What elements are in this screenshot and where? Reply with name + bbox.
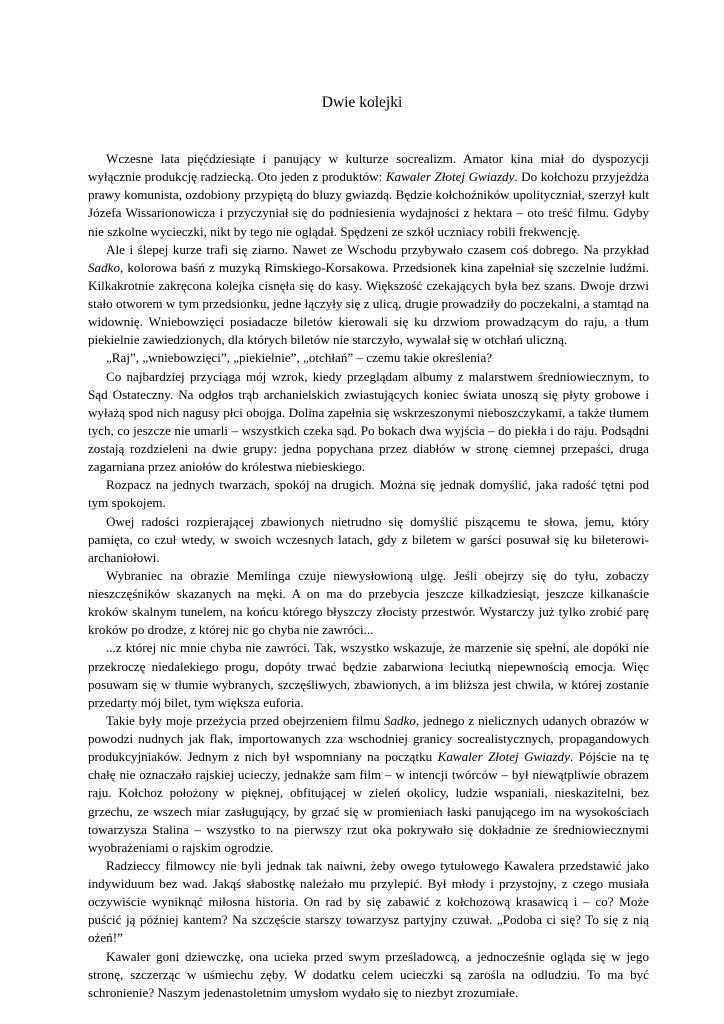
paragraph-text: Ale i ślepej kurze trafi się ziarno. Nawet ze Wschodu przybywało czasem coś dobrego. Na przykład	[106, 241, 649, 257]
italic-title-text: Kawaler Złotej Gwiazdy	[385, 169, 515, 185]
paragraph-text: „Raj”, „wniebowzięci”, „piekielnie”, „otchłań” – czemu takie określenia?	[106, 350, 493, 366]
italic-title-text: Kawaler Złotej Gwiazdy	[437, 749, 570, 765]
paragraph-text: . Do kołchozu przyjeżdża prawy komunista, ozdobiony przypiętą do bluzy gwiazdą. Będzie kołchoźników upolityczniał, szerzył kult Józefa Wissarionowicza i przyczyniał się do podniesienia wydajności z hektara – oto treść filmu. Gdyby nie szkolne wycieczki, nikt by tego nie oglądał. Spędzeni ze szkół uczniacy robili frekwencję.	[88, 169, 649, 239]
paragraph	[88, 150, 649, 241]
paragraph	[88, 241, 649, 350]
document-title: Dwie kolejki	[321, 94, 403, 111]
paragraph	[88, 639, 649, 712]
paragraph-text: Wczesne lata pięćdziesiąte i panujący w kulturze socrealizm. Amator kina miał do dyspozycji wyłącznie produkcję radziecką. Oto jeden z produktów:	[88, 151, 649, 185]
paragraph	[88, 857, 649, 948]
paragraph-text: Owej radości rozpierającej zbawionych nietrudno się domyślić piszącemu te słowa, jemu, który pamięta, co czuł wtedy, w swoich wczesnych latach, gdy z biletem w garści posuwał się ku bileterowi-archaniołowi.	[88, 513, 649, 565]
paragraph-text: Kawaler goni dziewczkę, ona ucieka przed swym prześladowcą, a jednocześnie ogląda się w jego stronę, szczerząc w uśmiechu zęby. W dodatku celem ucieczki są zarośla na odludziu. To ma być schronienie? Naszym jedenastoletnim umysłom wydało się to niezbyt zrozumiałe.	[88, 948, 649, 1000]
paragraph	[88, 567, 649, 640]
paragraph-text: , kolorowa baśń z muzyką Rimskiego-Korsakowa. Przedsionek kina zapełniał się szczelnie ludźmi. Kilkakrotnie zakręcona kolejka cisnęła się do kasy. Większość czekających była bez szans. Dwoje drzwi stało otworem w tym przedsionku, jedne łączyły się z ulicą, drugie prowadziły do poczekalni, a stamtąd na widownię. Wniebowzięci posiadacze biletów kierowali się ku drzwiom prowadzącym do raju, a tłum piekielnie zawiedzionych, dla których biletów nie starczyło, wywalał się w otchłań uliczną.	[88, 259, 649, 348]
paragraph	[88, 476, 649, 512]
paragraph-text: Wybraniec na obrazie Memlinga czuje niewysłowioną ulgę. Jeśli obejrzy się do tyłu, zobaczy nieszczęśników skazanych na męki. A on ma do przebycia jeszcze kilkadziesiąt, jeszcze kilkanaście kroków skalnym tunelem, na końcu którego błyszczy złocisty przestwór. Wystarczy już tylko zrobić parę kroków po drodze, z której nic go chyba nie zawróci...	[88, 567, 649, 638]
paragraph-text: , jednego z nielicznych udanych obrazów w powodzi nudnych jak flak, importowanych zza wschodniej granicy socrealistycznych, propagandowych produkcyjniaków. Jednym z nich był wspomniany na początku	[88, 712, 649, 765]
paragraph	[88, 712, 649, 857]
paragraph-text: Rozpacz na jednych twarzach, spokój na drugich. Można się jednak domyślić, jaka radość tętni pod tym spokojem.	[88, 477, 649, 511]
paragraph-text: ...z której nic mnie chyba nie zawróci. Tak, wszystko wskazuje, że marzenie się spełni, ale dopóki nie przekroczę niedalekiego progu, dopóty trwać będzie zabarwiona leciutką niepewnością emocja. Więc posuwam się w tłumie wybranych, szczęśliwych, zbawionych, a im bliższa jest chwila, w której zostanie przedarty mój bilet, tym większa euforia.	[88, 640, 649, 710]
paragraph	[88, 368, 649, 477]
paragraph	[88, 513, 649, 567]
paragraph	[88, 948, 649, 1002]
paragraph-text: Co najbardziej przyciąga mój wzrok, kiedy przeglądam albumy z malarstwem średniowiecznym, to Sąd Ostateczny. Na odgłos trąb archanielskich zwiastujących koniec świata unoszą się płyty grobowe i wyłażą spod nich nagusy płci obojga. Dolina zapełnia się wskrzeszonymi nieboszczykami, a także tłumem tych, co jeszcze nie umarli – wszystkich czeka sąd. Po bokach dwa wyjścia – do piekła i do raju. Podsądni zostają rozdzieleni na dwie grupy: jedna popychana przez diabłów w stronę ciemnej przepaści, druga zagarniana przez aniołów do królestwa niebieskiego.	[88, 368, 649, 475]
paragraph	[88, 349, 649, 367]
paragraph-text: Radzieccy filmowcy nie byli jednak tak naiwni, żeby owego tytułowego Kawalera przedstawić jako indywiduum bez wad. Jakąś słabostkę należało mu przylepić. Był młody i przystojny, z czego musiała oczywiście wyniknąć miłosna historia. On rad by się zabawić z kołchozową krasawicą i – co? Może puścić ją później kantem? Na szczęście starszy towarzysz partyjny czuwał. „Podoba ci się? To się z nią ożeń!”	[88, 857, 649, 946]
paragraph-text: Takie były moje przeżycia przed obejrzeniem filmu	[106, 712, 384, 728]
italic-title-text: Sadko	[88, 259, 120, 275]
document-body	[88, 150, 649, 1002]
paragraph-text: . Pójście na tę chałę nie oznaczało rajskiej ucieczy, jednakże sam film – w intencji twórców – był niewątpliwie obrazem raju. Kołchoz położony w pięknej, obfitującej w zieleń okolicy, ludzie wspaniali, nieskazitelni, bez grzechu, ze wszech miar zasługujący, by grzać się w promieniach łaski panującego im na wysokościach towarzysza Stalina – wszystko to na pierwszy rzut oka pokrywało się dokładnie ze średniowiecznymi wyobrażeniami o rajskim ogrodzie.	[88, 749, 650, 855]
italic-title-text: Sadko	[383, 712, 416, 728]
